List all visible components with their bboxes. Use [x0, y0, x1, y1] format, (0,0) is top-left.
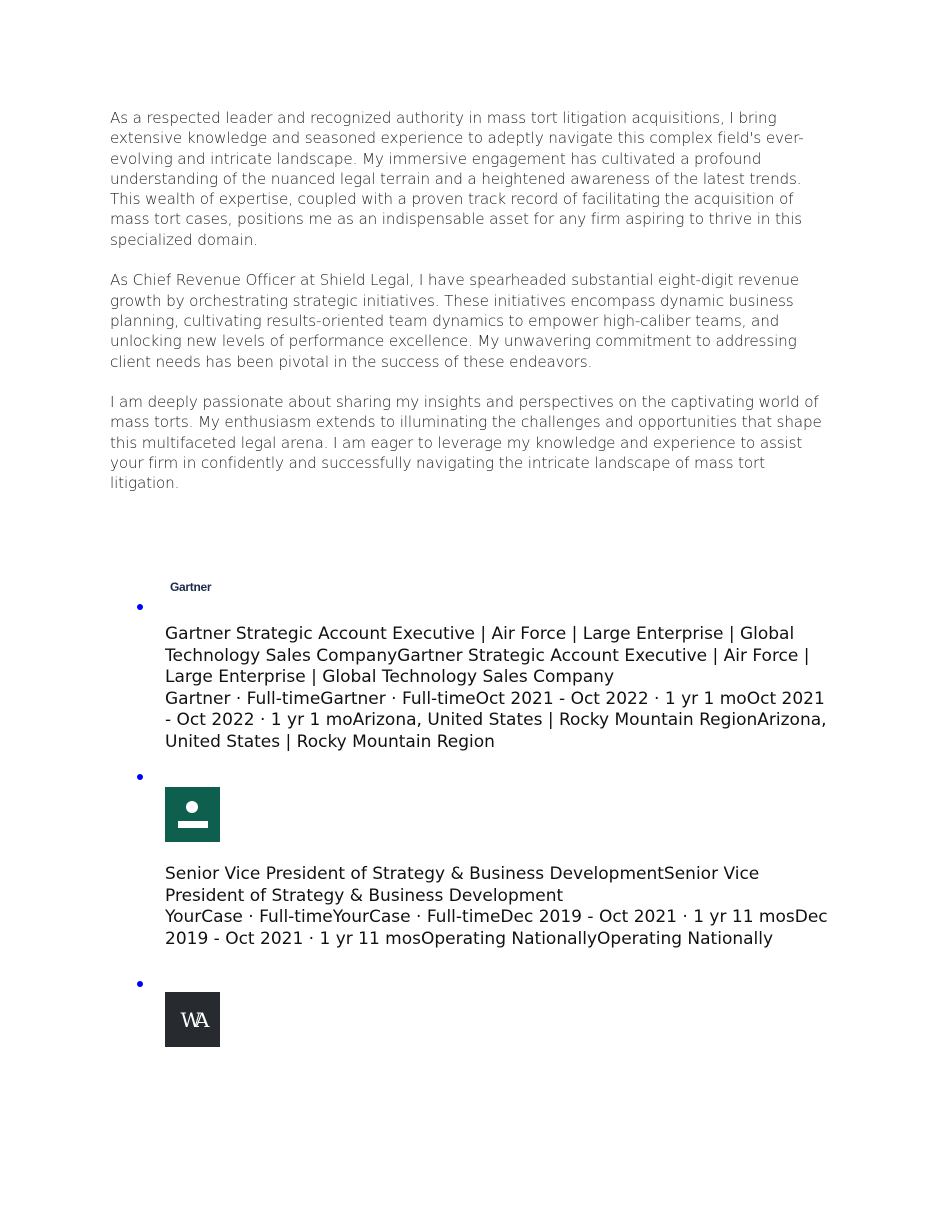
experience-title: Gartner Strategic Account Executive | Air Force | Large Enterprise | Global Technology Sales CompanyGartner Strategic Account Executive | Air Force | Large Enterprise | Global Technology Sales Company [165, 624, 810, 687]
about-section [110, 108, 830, 514]
experience-item-wa [110, 982, 830, 1062]
gartner-logo-icon: Gartner [170, 580, 212, 594]
experience-title: Senior Vice President of Strategy & Business DevelopmentSenior Vice President of Strategy & Business Development [165, 864, 760, 906]
about-paragraph-3: I am deeply passionate about sharing my insights and perspectives on the captivating world of mass torts. My enthusiasm extends to illuminating the challenges and opportunities that shape this multifaceted legal arena. I am eager to leverage my knowledge and experience to assist your firm in confidently and successfully navigating the intricate landscape of mass tort litigation. [110, 393, 822, 493]
experience-item-yourcase [110, 777, 830, 982]
experience-details: YourCase · Full-timeYourCase · Full-timeDec 2019 - Oct 2021 · 1 yr 11 mosDec 2019 - Oct 2021 · 1 yr 11 mosOperating NationallyOperating Nationally [165, 907, 828, 949]
experience-list [110, 570, 830, 1062]
yourcase-logo-icon[interactable] [165, 787, 220, 842]
list-bullet-icon [137, 981, 143, 987]
experience-details: Gartner · Full-timeGartner · Full-timeOct 2021 - Oct 2022 · 1 yr 1 moOct 2021 - Oct 2022 · 1 yr 1 moArizona, United States | Rocky Mountain RegionArizona, United States | Rocky Mountain Region [165, 688, 827, 752]
company-logo-link[interactable] [165, 570, 830, 596]
wa-logo-icon[interactable]: WA [165, 992, 220, 1047]
list-bullet-icon [137, 604, 143, 610]
experience-item-gartner [110, 570, 830, 777]
about-paragraph-2: As Chief Revenue Officer at Shield Legal, I have spearheaded substantial eight-digit revenue growth by orchestrating strategic initiatives. These initiatives encompass dynamic business planning, cultivating results-oriented team dynamics to empower high-caliber teams, and unlocking new levels of performance excellence. My unwavering commitment to addressing client needs has been pivotal in the success of these endeavors. [110, 271, 800, 371]
about-paragraph-1: As a respected leader and recognized authority in mass tort litigation acquisitions, I bring extensive knowledge and seasoned experience to adeptly navigate this complex field's ever-evolving and intricate landscape. My immersive engagement has cultivated a profound understanding of the nuanced legal terrain and a heightened awareness of the latest trends. This wealth of expertise, coupled with a proven track record of facilitating the acquisition of mass tort cases, positions me as an indispensable asset for any firm aspiring to thrive in this specialized domain. [110, 109, 804, 249]
list-bullet-icon [137, 774, 143, 780]
